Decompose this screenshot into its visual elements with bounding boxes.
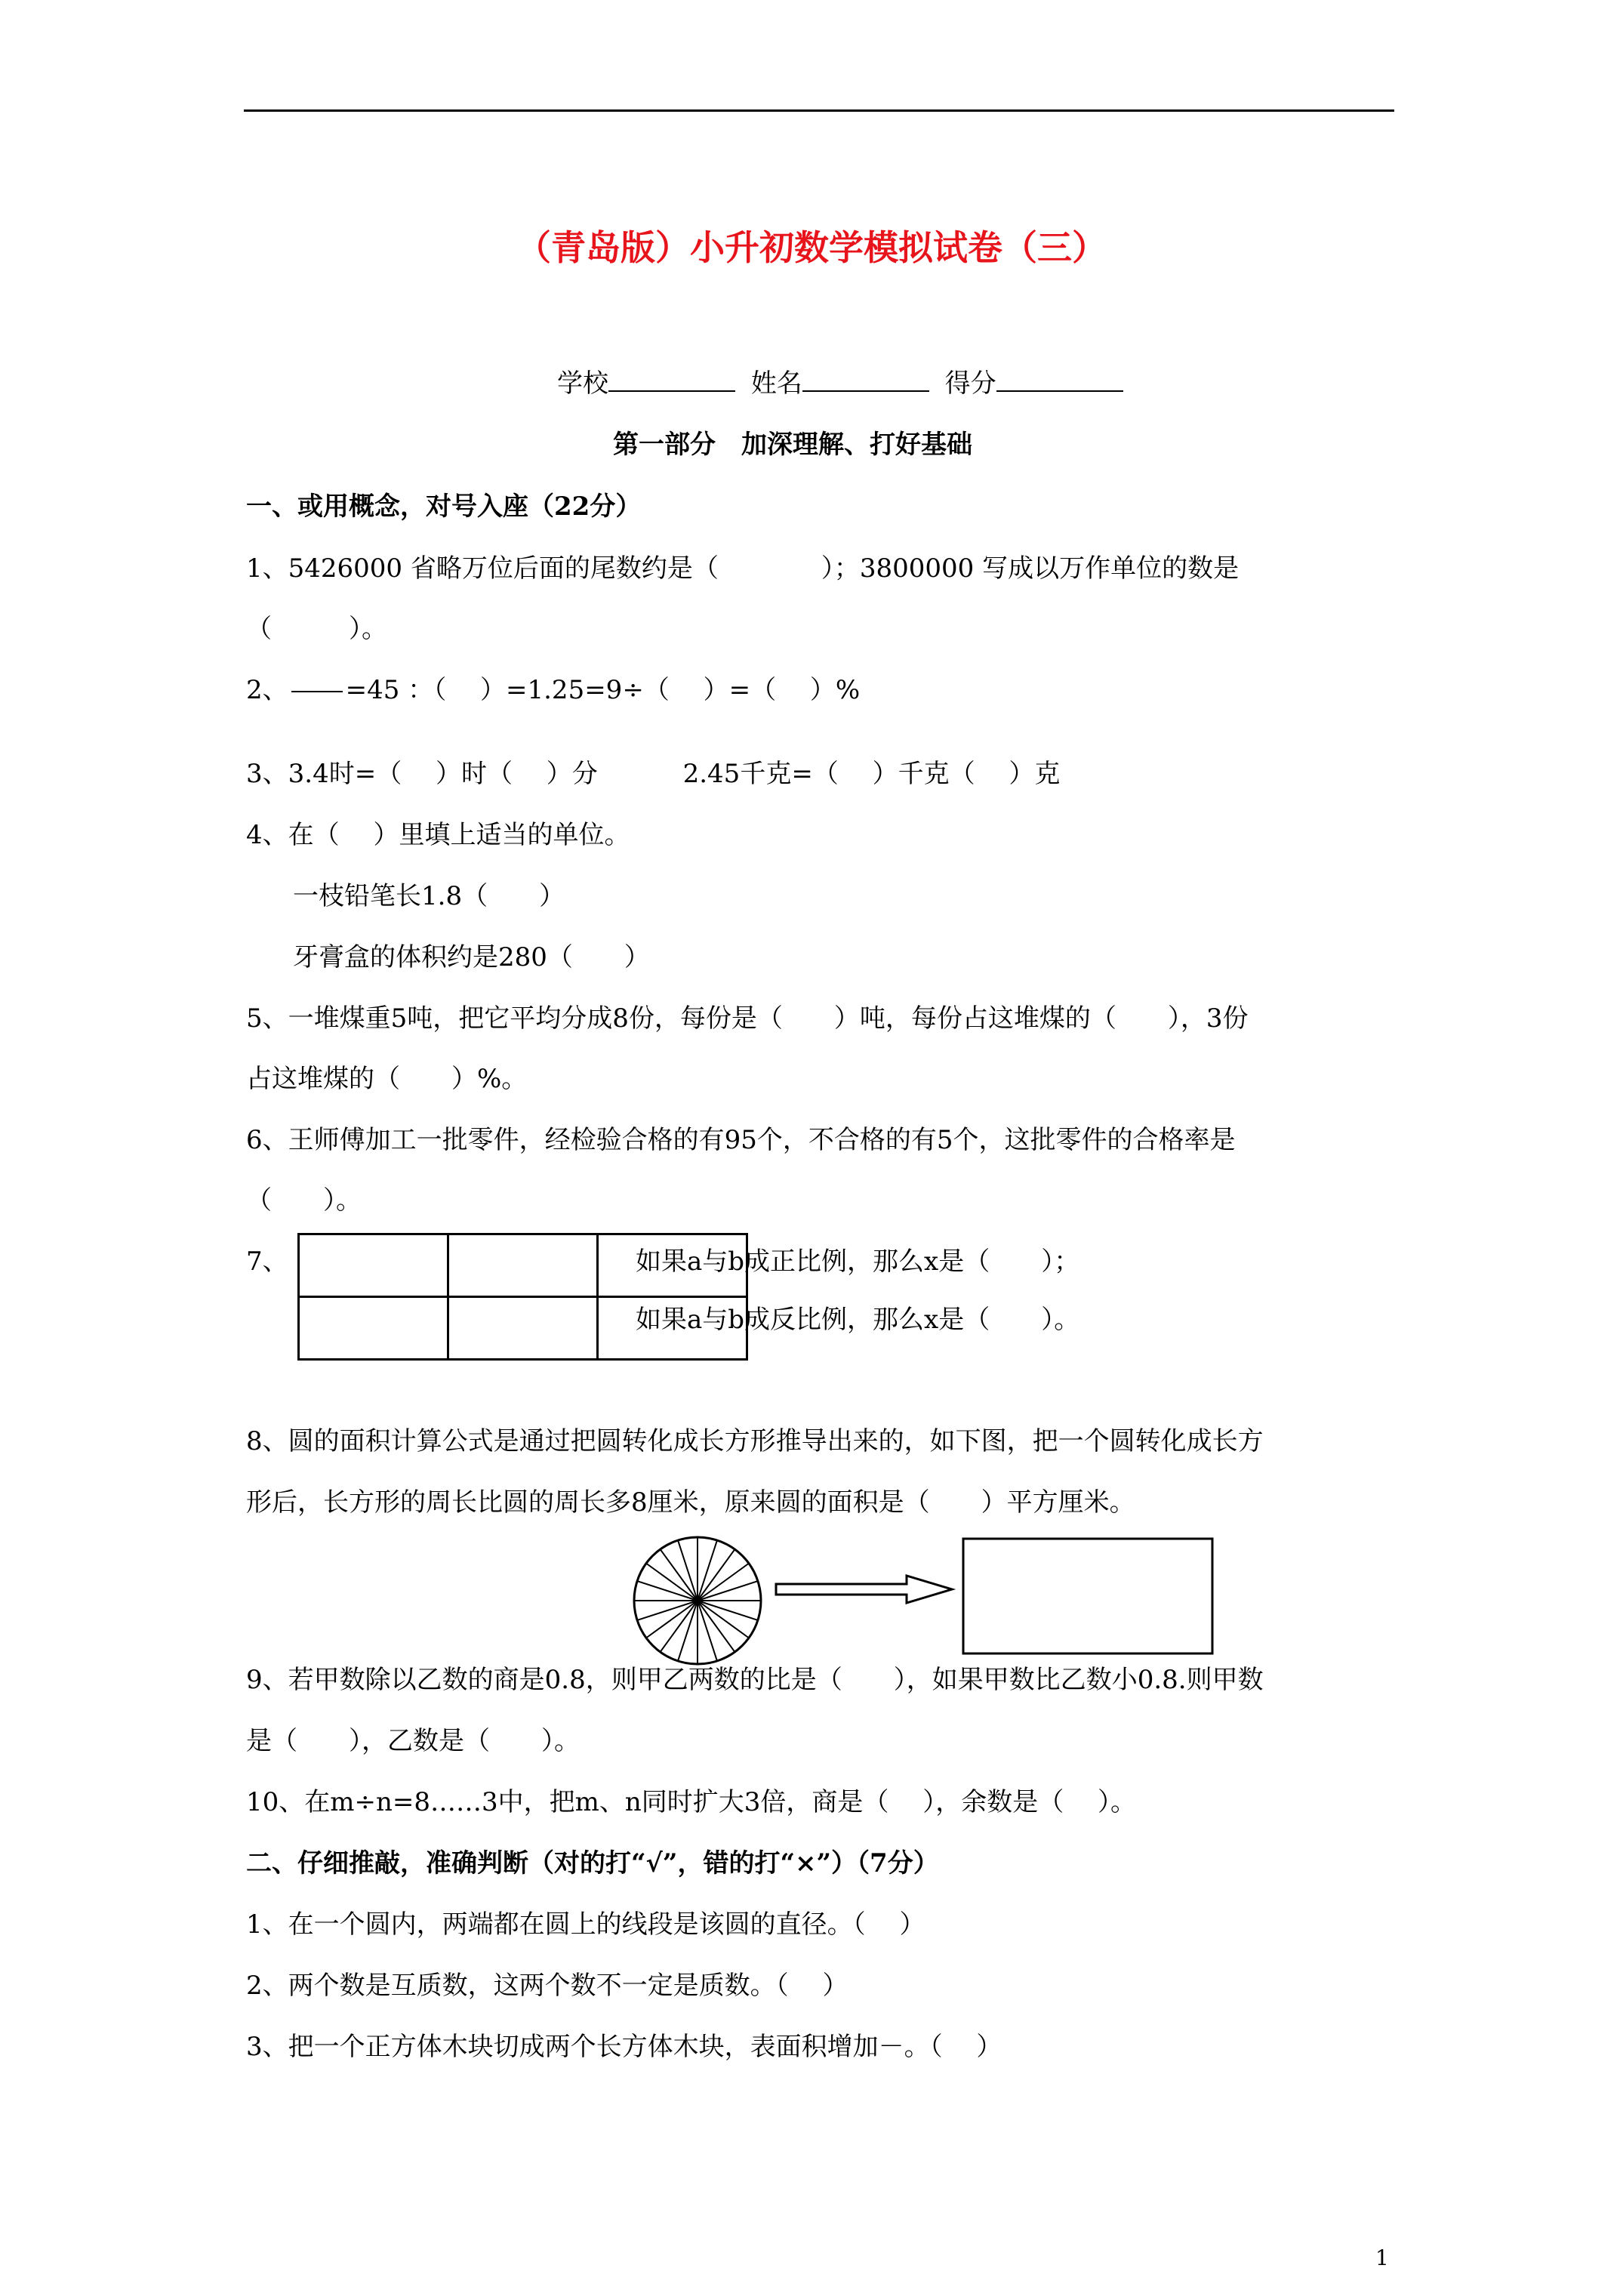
sector-line (661, 1549, 698, 1601)
question-9-line2: 是（ ），乙数是（ ）。 (246, 1726, 580, 1756)
sector-line (698, 1601, 717, 1661)
sector-line (678, 1601, 698, 1661)
score-blank[interactable] (996, 368, 1123, 392)
question-3: 3、3.4时=（ ）时（ ）分 2.45千克=（ ）千克（ ）克 (246, 759, 1061, 789)
question-7-line2: 如果a与b成反比例，那么x是（ ）。 (636, 1305, 1080, 1335)
question-10: 10、在m÷n=8……3中，把m、n同时扩大3倍，商是（ ），余数是（ ）。 (246, 1787, 1137, 1817)
score-label: 得分 (944, 368, 996, 399)
question-5-line1: 5、一堆煤重5吨，把它平均分成8份，每份是（ ）吨，每份占这堆煤的（ ），3份 (246, 1003, 1249, 1034)
table-cell[interactable] (299, 1234, 448, 1297)
sector-line (661, 1601, 698, 1652)
question-7-line1: 如果a与b成正比例，那么x是（ ）； (636, 1247, 1080, 1277)
question-8-line1: 8、圆的面积计算公式是通过把圆转化成长方形推导出来的，如下图，把一个圆转化成长方 (246, 1426, 1264, 1456)
sector-line (698, 1549, 735, 1601)
rectangle-figure (962, 1537, 1215, 1657)
sector-line (637, 1601, 698, 1620)
sector-line (698, 1540, 717, 1601)
sector-line (698, 1601, 749, 1638)
sector-line (698, 1601, 735, 1652)
judge-question-3: 3、把一个正方体木块切成两个长方体木块，表面积增加－。（ ） (246, 2032, 1002, 2062)
question-1-line2: （ ）。 (246, 614, 387, 644)
judge-question-2: 2、两个数是互质数，这两个数不一定是质数。（ ） (246, 1971, 848, 2001)
page-title: （青岛版）小升初数学模拟试卷（三） (516, 227, 1107, 268)
sector-line (678, 1540, 698, 1601)
section1-heading: 一、或用概念，对号入座（22分） (246, 492, 642, 522)
name-label: 姓名 (750, 368, 802, 399)
question-4: 4、在（ ）里填上适当的单位。 (246, 820, 630, 850)
sector-line (698, 1601, 758, 1620)
school-label: 学校 (557, 368, 608, 399)
table-cell[interactable] (299, 1297, 448, 1360)
sector-line (646, 1601, 698, 1638)
question-5-line2: 占这堆煤的（ ）%。 (246, 1064, 528, 1094)
sector-line (698, 1581, 758, 1601)
question-2 (246, 674, 860, 706)
question-1-line1: 1、5426000 省略万位后面的尾数约是（ ）；3800000 写成以万作单位的数是 (246, 553, 1240, 584)
arrow-icon (775, 1574, 956, 1604)
judge-question-1: 1、在一个圆内，两端都在圆上的线段是该圆的直径。（ ） (246, 1909, 925, 1940)
header-fields (557, 368, 1131, 399)
question-9-line1: 9、若甲数除以乙数的商是0.8，则甲乙两数的比是（ ），如果甲数比乙数小0.8.则甲数 (246, 1665, 1264, 1695)
question-2-prefix: 2、 (246, 675, 288, 705)
table-cell[interactable] (448, 1234, 598, 1297)
question-8-line2: 形后，长方形的周长比圆的周长多8厘米，原来圆的面积是（ ）平方厘米。 (246, 1487, 1135, 1518)
question-4-item-b: 牙膏盒的体积约是280（ ） (293, 942, 650, 972)
part-title: 第一部分 加深理解、打好基础 (613, 430, 972, 460)
sector-line (646, 1564, 698, 1601)
name-blank[interactable] (802, 368, 929, 392)
header-rule (244, 109, 1394, 112)
question-6-line1: 6、王师傅加工一批零件，经检验合格的有95个，不合格的有5个，这批零件的合格率是 (246, 1125, 1236, 1155)
question-7-label: 7、 (246, 1247, 288, 1277)
fraction-bar (291, 691, 343, 692)
sector-line (698, 1564, 749, 1601)
section2-heading: 二、仔细推敲，准确判断（对的打“√”，错的打“×”）（7分） (246, 1848, 939, 1878)
table-cell[interactable] (448, 1297, 598, 1360)
question-4-item-a: 一枝铅笔长1.8（ ） (293, 881, 565, 911)
question-6-line2: （ ）。 (246, 1185, 362, 1216)
school-blank[interactable] (608, 368, 735, 392)
circle-sectors-figure (630, 1533, 765, 1669)
page-number: 1 (1375, 2245, 1389, 2270)
sector-line (637, 1581, 698, 1601)
question-2-text: =45 ：（ ）=1.25=9÷（ ）=（ ）% (345, 675, 861, 705)
